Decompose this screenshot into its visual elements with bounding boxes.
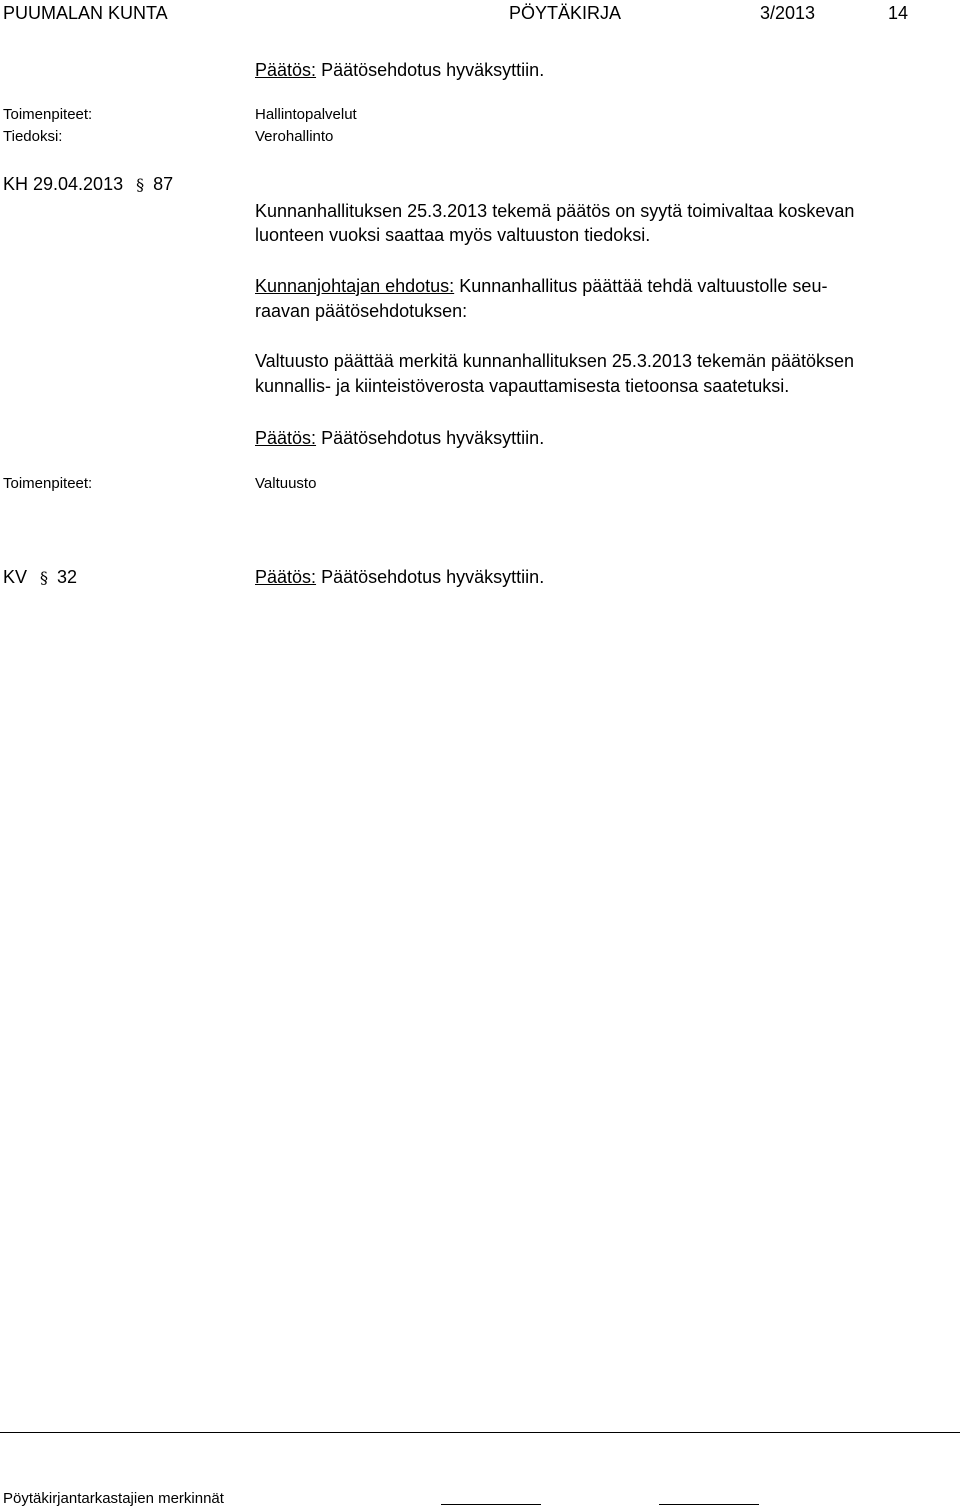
signature-line-1 — [441, 1504, 541, 1505]
actions-value: Valtuusto — [255, 475, 317, 492]
footer-label: Pöytäkirjantarkastajien merkinnät — [3, 1490, 224, 1507]
kh-para1-line2: luonteen vuoksi saattaa myös valtuuston tiedoksi. — [255, 225, 651, 245]
header-doc-number: 3/2013 — [760, 3, 816, 23]
info-label: Tiedoksi: — [3, 128, 63, 145]
section-sign-icon: § — [136, 175, 145, 194]
decision-line-2 — [255, 425, 544, 451]
decision-label: Päätös: — [255, 428, 317, 448]
kh-ref: KH 29.04.2013 — [3, 174, 124, 194]
kh-proposal-line1 — [255, 273, 827, 299]
kh-item-ref — [3, 171, 173, 198]
decision-text: Päätösehdotus hyväksyttiin. — [321, 567, 545, 587]
actions-label: Toimenpiteet: — [3, 475, 93, 492]
decision-line-3 — [255, 564, 544, 590]
header-doc-type: PÖYTÄKIRJA — [509, 3, 622, 23]
signature-line-2 — [659, 1504, 759, 1505]
kv-number: 32 — [57, 567, 78, 587]
info-value: Verohallinto — [255, 128, 334, 145]
header-page-number: 14 — [888, 3, 909, 23]
decision-line-1 — [255, 57, 544, 83]
kv-ref: KV — [3, 567, 28, 587]
kh-para2-line2: kunnallis- ja kiinteistöverosta vapauttamisesta tietoonsa saatetuksi. — [255, 376, 790, 396]
kh-para1-line1: Kunnanhallituksen 25.3.2013 tekemä päätös on syytä toimivaltaa koskevan — [255, 201, 855, 221]
decision-text: Päätösehdotus hyväksyttiin. — [321, 428, 545, 448]
kh-para2-line1: Valtuusto päättää merkitä kunnanhallituksen 25.3.2013 tekemän päätöksen — [255, 351, 855, 371]
proposal-label: Kunnanjohtajan ehdotus: — [255, 276, 455, 296]
footer-divider — [0, 1432, 960, 1433]
kh-number: 87 — [153, 174, 174, 194]
actions-value: Hallintopalvelut — [255, 106, 357, 123]
actions-label: Toimenpiteet: — [3, 106, 93, 123]
section-sign-icon: § — [40, 568, 49, 587]
kv-item-ref — [3, 564, 77, 591]
decision-label: Päätös: — [255, 60, 317, 80]
kh-proposal-line2: raavan päätösehdotuksen: — [255, 301, 468, 321]
header-org: PUUMALAN KUNTA — [3, 3, 168, 23]
decision-text: Päätösehdotus hyväksyttiin. — [321, 60, 545, 80]
decision-label: Päätös: — [255, 567, 317, 587]
proposal-text: Kunnanhallitus päättää tehdä valtuustolle seu- — [459, 276, 828, 296]
